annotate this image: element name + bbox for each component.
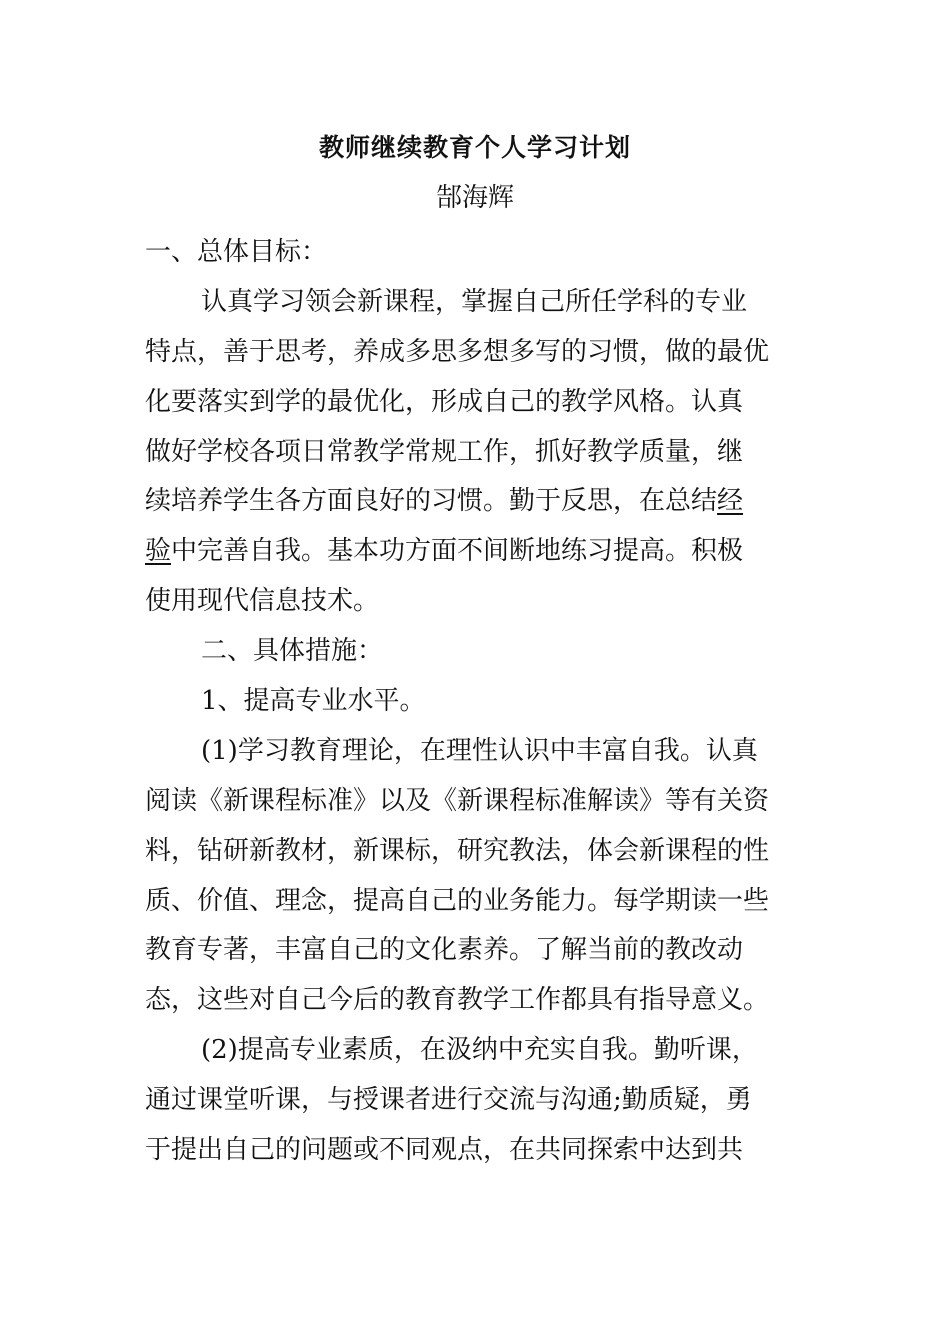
- paragraph-line: (1)学习教育理论，在理性认识中丰富自我。认真: [201, 735, 758, 766]
- paragraph-line: 料，钻研新教材，新课标，研究教法，体会新课程的性: [145, 835, 770, 866]
- paragraph-line: 做好学校各项日常教学常规工作，抓好教学质量，继: [145, 436, 744, 467]
- underlined-text: 验: [145, 536, 172, 567]
- paragraph-line: 通过课堂听课，与授课者进行交流与沟通;勤质疑，勇: [145, 1085, 752, 1116]
- paragraph-line: (2)提高专业素质，在汲纳中充实自我。勤听课，: [201, 1035, 758, 1066]
- section-heading-goal: 一、总体目标：: [145, 237, 328, 267]
- document-author: 郜海辉: [435, 183, 514, 213]
- paragraph-line: 使用现代信息技术。: [145, 586, 380, 617]
- paragraph-line: 特点，善于思考，养成多思多想多写的习惯，做的最优: [145, 336, 770, 367]
- paragraph-line: 认真学习领会新课程，掌握自己所任学科的专业: [201, 286, 748, 317]
- line-text: 续培养学生各方面良好的习惯。勤于反思，在总结: [145, 486, 718, 517]
- paragraph-line: 态，这些对自己今后的教育教学工作都具有指导意义。: [145, 985, 770, 1016]
- document-title: 教师继续教育个人学习计划: [318, 133, 631, 162]
- section-heading-measures: 二、具体措施：: [201, 636, 384, 667]
- subsection-heading: 1、提高专业水平。: [201, 686, 426, 717]
- paragraph-line: 阅读《新课程标准》以及《新课程标准解读》等有关资: [145, 785, 770, 816]
- paragraph-line: 质、价值、理念，提高自己的业务能力。每学期读一些: [145, 885, 770, 916]
- line-text: 中完善自我。基本功方面不间断地练习提高。积极: [171, 536, 744, 567]
- paragraph-line: [145, 527, 810, 577]
- document-body: [145, 228, 810, 1176]
- paragraph-line: 教育专著，丰富自己的文化素养。了解当前的教改动: [145, 935, 744, 966]
- underlined-text: 经: [717, 486, 744, 517]
- paragraph-line: 于提出自己的问题或不同观点，在共同探索中达到共: [145, 1135, 744, 1166]
- paragraph-line: 化要落实到学的最优化，形成自己的教学风格。认真: [145, 386, 744, 417]
- paragraph-line: [145, 477, 810, 527]
